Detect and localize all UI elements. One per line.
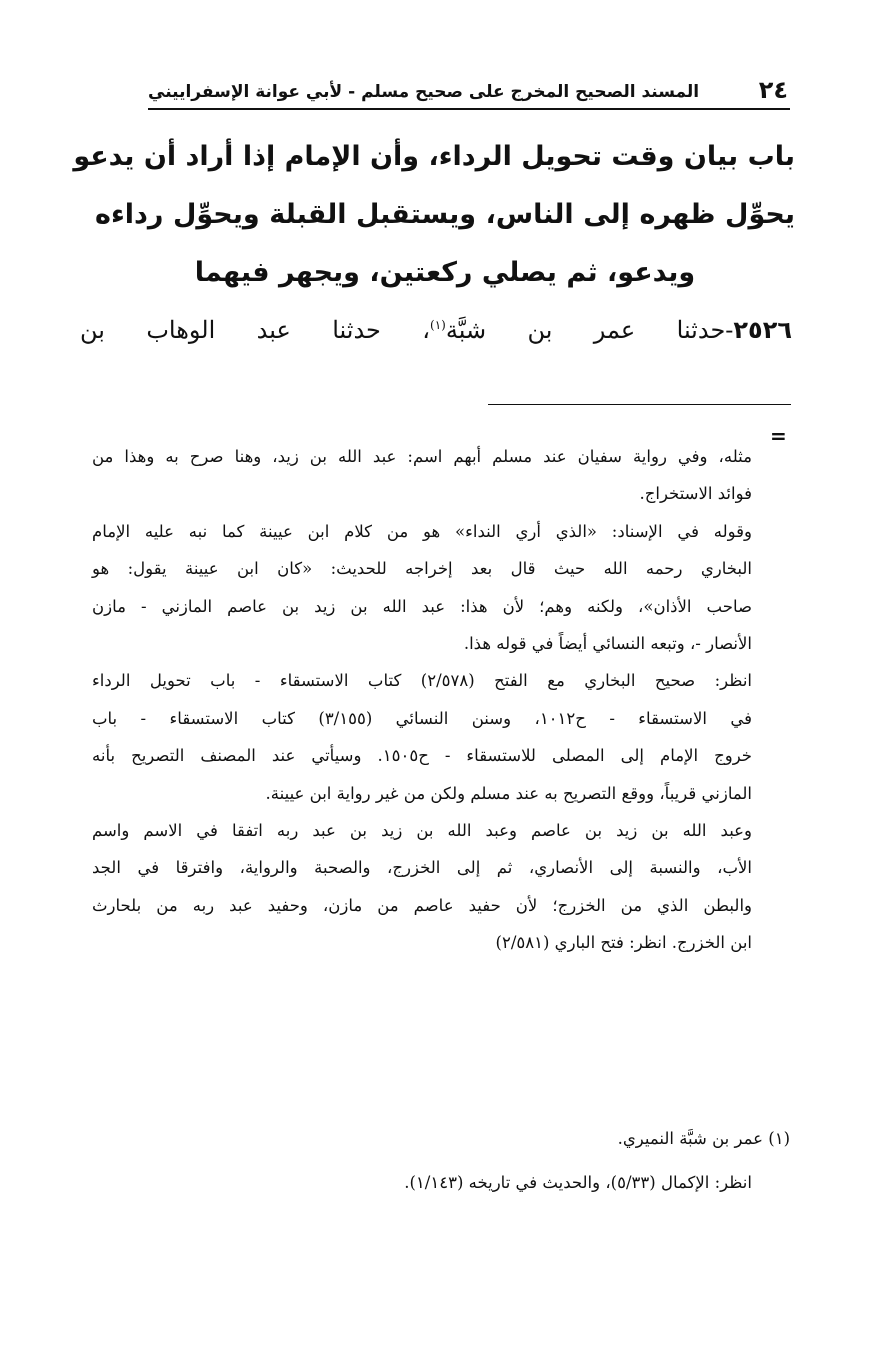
chapter-heading-line: ويدعو، ثم يصلي ركعتين، ويجهر فيهما (194, 257, 696, 288)
footnote-line: مثله، وفي رواية سفيان عند مسلم أبهم اسم: عبد الله بن زيد، وهنا صرح به وهذا من (92, 447, 752, 466)
footnote-1 (300, 1120, 790, 1157)
footnote-line: البخاري رحمه الله حيث قال بعد إخراجه للحديث: «كان ابن عيينة يقول: هو (92, 559, 752, 579)
footnote-line: الأنصار -، وتبعه النسائي أيضاً في قوله هذا. (463, 634, 752, 654)
footnote-1-marker: (١) (768, 1129, 790, 1148)
footnote-line: انظر: صحيح البخاري مع الفتح (٢/٥٧٨) كتاب الاستسقاء - باب تحويل الرداء (92, 671, 753, 691)
footnote-line: فوائد الاستخراج. (639, 484, 752, 504)
chapter-heading (73, 128, 795, 302)
page-number: ٢٤ (758, 76, 788, 104)
footnote-line: صاحب الأذان»، ولكنه وهم؛ لأن هذا: عبد الله بن زيد بن عاصم المازني - مازن (92, 596, 752, 616)
footnote-1-reference: انظر: الإكمال (٥/٣٣)، والحديث في تاريخه (١/١٤٣). (404, 1173, 752, 1192)
footnote-separator (488, 404, 791, 405)
footnote-ref: (١) (430, 318, 446, 332)
chapter-heading-line: يحوِّل ظهره إلى الناس، ويستقبل القبلة ويحوِّل رداءه (95, 199, 795, 230)
continuation-mark: = (770, 424, 787, 448)
footnote-line: والبطن الذي من الخزرج؛ لأن حفيد عاصم من مازن، وحفيد عبد ربه من بلحارث (92, 895, 752, 915)
footnote-line: في الاستسقاء - ح١٠١٢، وسنن النسائي (٣/١٥٥) كتاب الاستسقاء - باب (92, 708, 752, 728)
footnote-line: وعبد الله بن زيد بن عاصم وعبد الله بن زيد بن عبد ربه اتفقا في الاسم واسم (92, 821, 752, 841)
chapter-heading-line: باب بيان وقت تحويل الرداء، وأن الإمام إذا أراد أن يدعو (73, 141, 795, 172)
header-rule (148, 108, 790, 110)
footnote-paragraph (92, 438, 752, 513)
footnote-line: ابن الخزرج. انظر: فتح الباري (٢/٥٨١) (495, 933, 752, 953)
footnote-paragraph (92, 812, 752, 962)
footnote-paragraph (92, 662, 752, 812)
running-title: المسند الصحيح المخرج على صحيح مسلم - لأبي عوانة الإسفراييني (148, 82, 700, 102)
hadith-chain-rest: ، حدثنا عبد الوهاب بن (80, 316, 431, 344)
footnote-line: وقوله في الإسناد: «الذي أري النداء» هو من كلام ابن عيينة كما نبه عليه الإمام (92, 521, 752, 541)
footnote-paragraph (92, 513, 752, 663)
page-header (148, 70, 788, 104)
footnote-line: خروج الإمام إلى المصلى للاستسقاء - ح١٥٠٥. وسيأتي عند المصنف التصريح بأنه (92, 746, 753, 766)
hadith-text (80, 310, 792, 350)
footnote-line: الأب، والنسبة إلى الأنصاري، ثم إلى الخزرج، والصحبة والرواية، وافترقا في الجد (92, 858, 752, 878)
hadith-chain-start: -حدثنا عمر بن شبَّة (445, 316, 734, 344)
footnotes-block (92, 438, 752, 962)
hadith-number: ٢٥٢٦ (733, 316, 792, 344)
footnote-line: المازني قريباً، ووقع التصريح به عند مسلم ولكن من غير رواية ابن عيينة. (265, 783, 752, 803)
footnote-1-text: عمر بن شبَّة النميري. (617, 1129, 763, 1148)
